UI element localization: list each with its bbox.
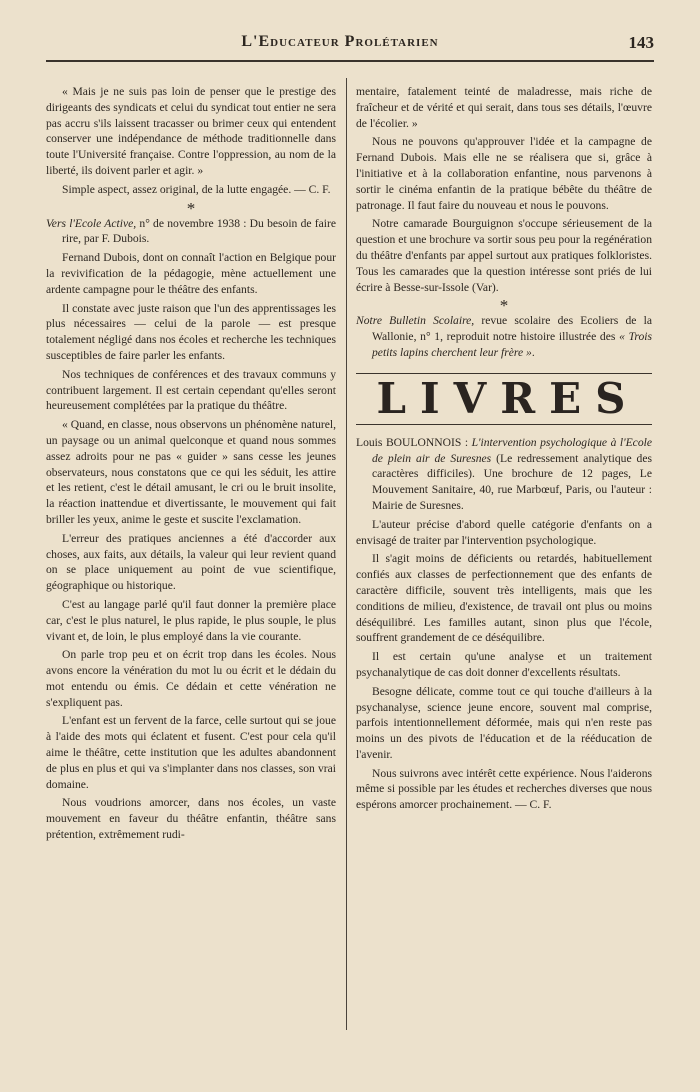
bulletin-note [356,313,652,360]
paragraph: On parle trop peu et on écrit trop dans les écoles. Nous avons encore la vénération du mot lu ou écrit et le dédain du mot entendu ou émis. Ce dédain et cette vénération ne s'expliquent pas. [46,648,336,709]
page-number: 143 [628,33,654,52]
book-title: L'intervention psychologique à l'Ecole de plein air de Suresnes [372,435,652,465]
journal-title: Vers l'Ecole Active, [46,216,137,230]
paragraph: Simple aspect, assez original, de la lutte engagée. — C. F. [62,182,331,196]
header-rule [46,60,654,62]
paragraph: Fernand Dubois, dont on connaît l'action en Belgique pour la revivification de la pédagogie, mène actuellement une ardente campagne pour le théâtre des enfants. [46,251,336,296]
story-title: « Trois petits lapins cherchent leur frère » [372,330,652,359]
bulletin-title: Notre Bulletin Scolaire, [356,314,475,328]
paragraph: Nous suivrons avec intérêt cette expérience. Nous l'aiderons même si possible par les études et recherches diverses que nous espérons amorcer prochainement. — C. F. [356,766,652,812]
paragraph: Nous voudrions amorcer, dans nos écoles, un vaste mouvement en faveur du théâtre enfantin, théâtre sans prétention, extrêmement rudi- [46,796,336,842]
review-heading [46,216,336,248]
book-reference [356,435,652,514]
bulletin-end: . [531,345,535,359]
book-details: (Le redressement analytique des caractères difficiles). Une brochure de 12 pages, Le Mouvement Sanitaire, 40, rue Marbœuf, Paris, ou l'auteur : Mairie de Suresnes. [372,451,653,512]
paragraph: L'enfant est un fervent de la farce, celle surtout qui se joue à l'aide des mots qui éclatent et fusent. C'est pour cela qu'il aime le théâtre, cette institution que les adultes abandonnent de plus en plus et qui va s'implanter dans nos classes, son vrai domaine. [46,714,336,791]
livres-bottom-rule [356,424,652,425]
section-separator: * [186,198,196,218]
column-divider [346,78,347,1030]
quote-paragraph: « Mais je ne suis pas loin de penser que le prestige des dirigeants des syndicats et celui du syndicat tout entier ne sera pas accru s'ils laissent tracasser ou brimer ceux qui entendent conserver une indépendance de méthode traditionnelle dans toute l'Université française. Contre l'oppression, au nom de la liberté, ils doivent parler et agir. » [46,85,336,177]
paragraph: Besogne délicate, comme tout ce qui touche d'ailleurs à la psychanalyse, science jeune encore, souvent mal comprise, parfois intentionnellement déformée, mais qui n'en reste pas moins un des pivots de l'éducation et de la rééducation de l'avenir. [356,684,652,761]
paragraph: Nos techniques de conférences et des travaux communs y contribuent largement. Il est certain cependant qu'elles seront heureusement complétées par la pratique du théâtre. [46,367,336,413]
paragraph: Il constate avec juste raison que l'un des apprentissages les plus nécessaires — celui de la parole — est presque totalement négligé dans nos écoles et recherche les techniques susceptibles de faire parler les enfants. [46,301,336,362]
paragraph: Il est certain qu'une analyse et un traitement psychanalytique de cas doit donner d'excellents résultats. [356,650,652,679]
paragraph: Notre camarade Bourguignon s'occupe sérieusement de la question et une brochure va sortir sous peu pour la regénération du théâtre d'enfants par appel surtout aux pratiques folkloristes. Tous les camarades que la question intéresse sont priés de lui écrire à Besse-sur-Issole (Var). [356,217,652,294]
paragraph: mentaire, fatalement teinté de maladresse, mais riche de fraîcheur et de vérité et qui serait, dans tous ses détails, l'œuvre de l'écolier. » [356,85,652,130]
paragraph: Il s'agit moins de déficients ou retardés, habituellement confiés aux classes de perfectionnement que des enfants de caractère difficile, souvent très intelligents, mais que les conditions de milieu, d'existence, de travail ont plus ou moins déséquilibré. Les familles autant, sinon plus que l'école, souffrent grandement de ce déséquilibre. [356,552,652,645]
paragraph: L'auteur précise d'abord quelle catégorie d'enfants on a envisagé de traiter par l'intervention psychologique. [356,517,652,547]
paragraph: Nous ne pouvons qu'approuver l'idée et la campagne de Fernand Dubois. Mais elle ne se réalisera que si, grâce à l'initiative et à la collaboration enfantine, nous parvenons à sortir le cinéma enfantin de la pratique bébête du théâtre de patronage. Il faut faire du nouveau et nous le pouvons. [356,135,652,212]
paragraph: L'erreur des pratiques anciennes a été d'accorder aux choses, aux faits, aux détails, la valeur qui leur revient quand on se place uniquement au point de vue scientifique, géographique ou historique. [46,531,336,593]
book-author: Louis BOULONNOIS : [356,435,472,449]
review-heading-rest: n° de novembre 1938 : Du besoin de faire rire, par F. Dubois. [62,216,336,246]
right-column [356,84,652,816]
livres-heading: LIVRES [376,373,640,423]
bulletin-text: revue scolaire des Ecoliers de la Wallonie, n° 1, reproduit notre histoire illustrée des [372,314,652,344]
section-separator: * [499,296,509,316]
paragraph: C'est au langage parlé qu'il faut donner la première place car, c'est le plus naturel, le plus rapide, le plus souple, le plus vivant et, de loin, le plus employé dans la vie courante. [46,597,336,643]
running-title: L'Educateur Prolétarien [241,33,439,50]
quote-paragraph: « Quand, en classe, nous observons un phénomène naturel, un paysage ou un animal quelconque et quand nous sommes assez adroits pour ne pas « guider » sans cesse les jeunes observateurs, nous constatons que ce qui les séduit, les attire et les retient, c'est le détail amusant, le cri ou le bruit insolite, la réaction inattendue et divertissante, le mouvement qui fait briller les yeux, anime le geste et suscite l'exclamation. [46,418,336,526]
left-column [46,84,336,846]
